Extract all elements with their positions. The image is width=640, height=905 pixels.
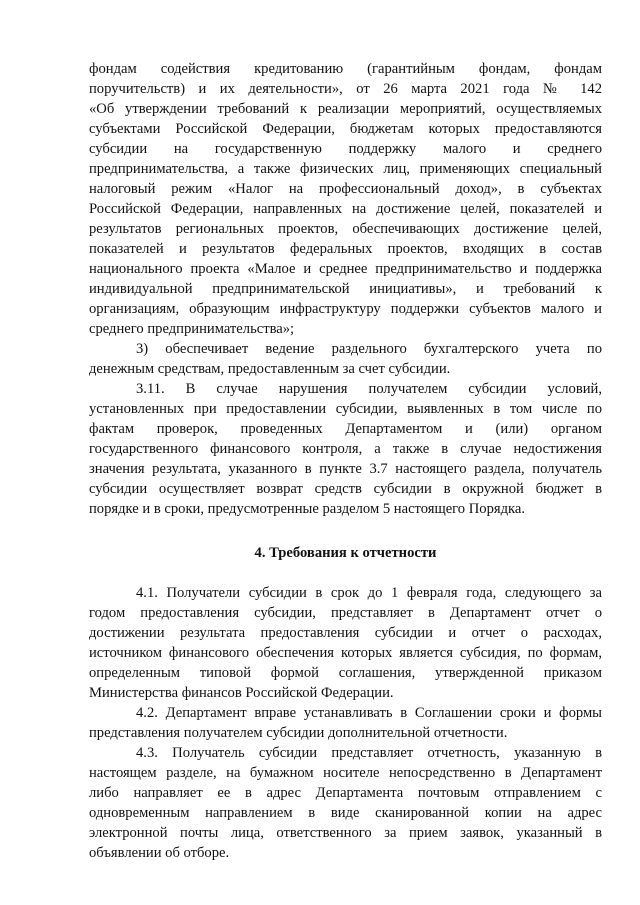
- text-line: представления получателем субсидии дополнительной отчетности.: [89, 725, 508, 741]
- text-line: субъектами Российской Федерации, бюджетам которых предоставляются: [89, 121, 602, 137]
- text-line: одновременным направлением в виде сканированной копии на адрес: [89, 805, 602, 821]
- text-line: 4.3. Получатель субсидии представляет отчетность, указанную в: [136, 745, 602, 761]
- text-line: предпринимательства, а также физических лиц, применяющих специальный: [89, 161, 602, 177]
- text-line: показателей и результатов федеральных проектов, входящих в состав: [89, 241, 602, 257]
- text-line: среднего предпринимательства»;: [89, 321, 295, 337]
- text-line: 4.1. Получатели субсидии в срок до 1 февраля года, следующего за: [136, 585, 602, 601]
- text-line: настоящем разделе, на бумажном носителе непосредственно в Департамент: [89, 765, 602, 781]
- text-line: организациям, образующим инфраструктуру поддержки субъектов малого и: [89, 301, 602, 317]
- text-line: индивидуальной предпринимательской инициативы», и требований к: [89, 281, 602, 297]
- text-line: установленных при предоставлении субсидии, выявленных в том числе по: [89, 401, 602, 417]
- text-line: субсидии на государственную поддержку малого и среднего: [89, 141, 602, 157]
- text-line: результатов региональных проектов, обеспечивающих достижение целей,: [89, 221, 602, 237]
- text-line: источником финансового обеспечения которых является субсидия, по формам,: [89, 645, 602, 661]
- section-heading: 4. Требования к отчетности: [254, 545, 437, 561]
- text-line: 4.2. Департамент вправе устанавливать в Соглашении сроки и формы: [136, 705, 602, 721]
- text-line: налоговый режим «Налог на профессиональный доход», в субъектах: [89, 181, 602, 197]
- text-line: электронной почты лица, ответственного за прием заявок, указанный в: [89, 825, 602, 841]
- text-line: определенным типовой формой соглашения, утвержденной приказом: [89, 665, 602, 681]
- text-line: фактам проверок, проведенных Департаментом и (или) органом: [89, 421, 602, 437]
- text-line: национального проекта «Малое и среднее предпринимательство и поддержка: [89, 261, 602, 277]
- text-line: Российской Федерации, направленных на достижение целей, показателей и: [89, 201, 602, 217]
- text-line: порядке и в сроки, предусмотренные разделом 5 настоящего Порядка.: [89, 501, 526, 517]
- text-line: 3.11. В случае нарушения получателем субсидии условий,: [136, 381, 602, 397]
- text-line: 3) обеспечивает ведение раздельного бухгалтерского учета по: [136, 341, 602, 357]
- text-line: объявлении об отборе.: [89, 845, 230, 861]
- text-line: фондам содействия кредитованию (гарантийным фондам, фондам: [89, 61, 602, 77]
- text-line: достижении результата предоставления субсидии и отчет о расходах,: [89, 625, 602, 641]
- text-line: поручительств) и их деятельности», от 26 марта 2021 года № 142: [89, 81, 602, 97]
- text-line: «Об утверждении требований к реализации мероприятий, осуществляемых: [89, 101, 602, 117]
- text-line: значения результата, указанного в пункте 3.7 настоящего раздела, получатель: [89, 461, 602, 477]
- text-line: Министерства финансов Российской Федерации.: [89, 685, 394, 701]
- text-line: субсидии осуществляет возврат средств субсидии в окружной бюджет в: [89, 481, 602, 497]
- text-line: государственного финансового контроля, а также в случае недостижения: [89, 441, 602, 457]
- text-line: либо направляет ее в адрес Департамента почтовым отправлением с: [89, 785, 602, 801]
- text-line: денежным средствам, предоставленным за счет субсидии.: [89, 361, 451, 377]
- text-line: годом предоставления субсидии, представляет в Департамент отчет о: [89, 605, 602, 621]
